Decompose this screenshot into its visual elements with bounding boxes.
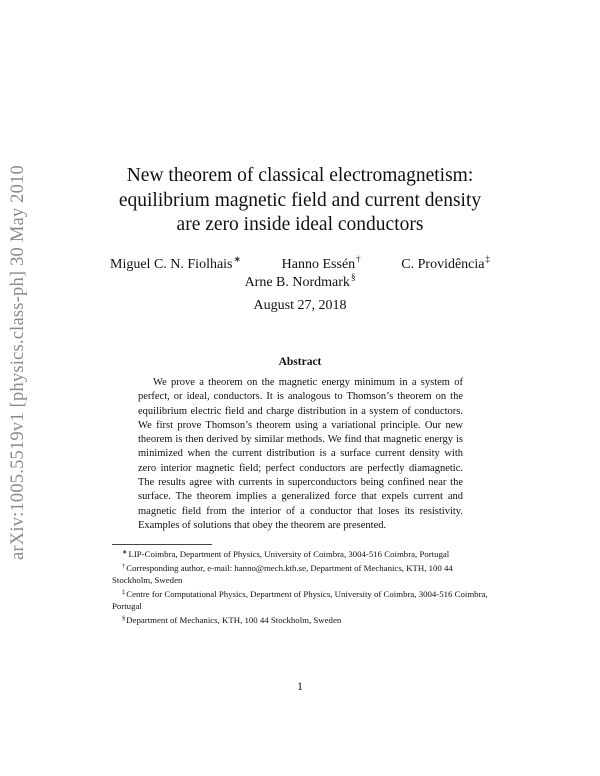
footnotes — [112, 547, 492, 628]
author — [110, 254, 241, 273]
footnote-divider — [112, 544, 212, 545]
footnote-mark: § — [122, 615, 126, 623]
footnote — [112, 613, 492, 627]
footnote-text: LIP-Coimbra, Department of Physics, University of Coimbra, 3004-516 Coimbra, Portugal — [128, 549, 450, 559]
author — [401, 254, 490, 273]
paper-date: August 27, 2018 — [253, 298, 347, 313]
footnote-mark: † — [122, 563, 126, 571]
author — [282, 254, 361, 273]
author-footnote-mark: † — [356, 254, 361, 264]
footnote-text: Centre for Computational Physics, Department of Physics, University of Coimbra, 3004-516 Coimbra, Portugal — [112, 589, 488, 612]
abstract-text: We prove a theorem on the magnetic energy minimum in a system of perfect, or ideal, conductors. It is analogous to Thomson’s theorem on the equilibrium electric field and charge distribution in a system of conductors. We first prove Thomson’s theorem using a variational principle. Our new theorem is then derived by similar methods. We find that magnetic energy is minimized when the current distribution is a surface current density with zero interior magnetic field; perfect conductors are perfectly diamagnetic. The results agree with currents in superconductors being confined near the surface. The theorem implies a generalized force that expels current and magnetic field from the interior of a conductor that loses its resistivity. Examples of solutions that obey the theorem are presented. — [138, 377, 463, 531]
footnote-text: Department of Mechanics, KTH, 100 44 Stockholm, Sweden — [126, 615, 342, 626]
title-line: New theorem of classical electromagnetism: — [126, 165, 474, 186]
paper-title — [90, 164, 510, 238]
author-list — [110, 254, 490, 273]
footnote-text: Corresponding author, e-mail: hanno@mech.kth.se, Department of Mechanics, KTH, 100 44 Stockholm, Sweden — [112, 563, 453, 586]
title-line: are zero inside ideal conductors — [176, 214, 424, 235]
author-name: C. Providência — [401, 257, 485, 272]
author — [244, 272, 356, 290]
author-footnote-mark: ‡ — [485, 254, 490, 264]
arxiv-identifier-stamp: arXiv:1005.5519v1 [physics.class-ph] 30 May 2010 — [8, 165, 28, 560]
abstract-heading: Abstract — [278, 356, 322, 368]
footnote — [112, 561, 492, 587]
title-line: equilibrium magnetic field and current density — [118, 189, 482, 211]
author-name: Hanno Essén — [281, 257, 356, 272]
footnote-mark: ∗ — [122, 549, 128, 556]
author-name: Miguel C. N. Fiolhais — [110, 257, 233, 272]
author-footnote-mark: ∗ — [233, 254, 242, 264]
footnote — [112, 587, 492, 613]
footnote — [112, 547, 492, 561]
author-list-continued — [200, 272, 400, 291]
author-footnote-mark: § — [350, 272, 356, 282]
author-name: Arne B. Nordmark — [244, 275, 350, 290]
footnote-mark: ‡ — [122, 589, 126, 597]
page-number: 1 — [297, 679, 303, 693]
